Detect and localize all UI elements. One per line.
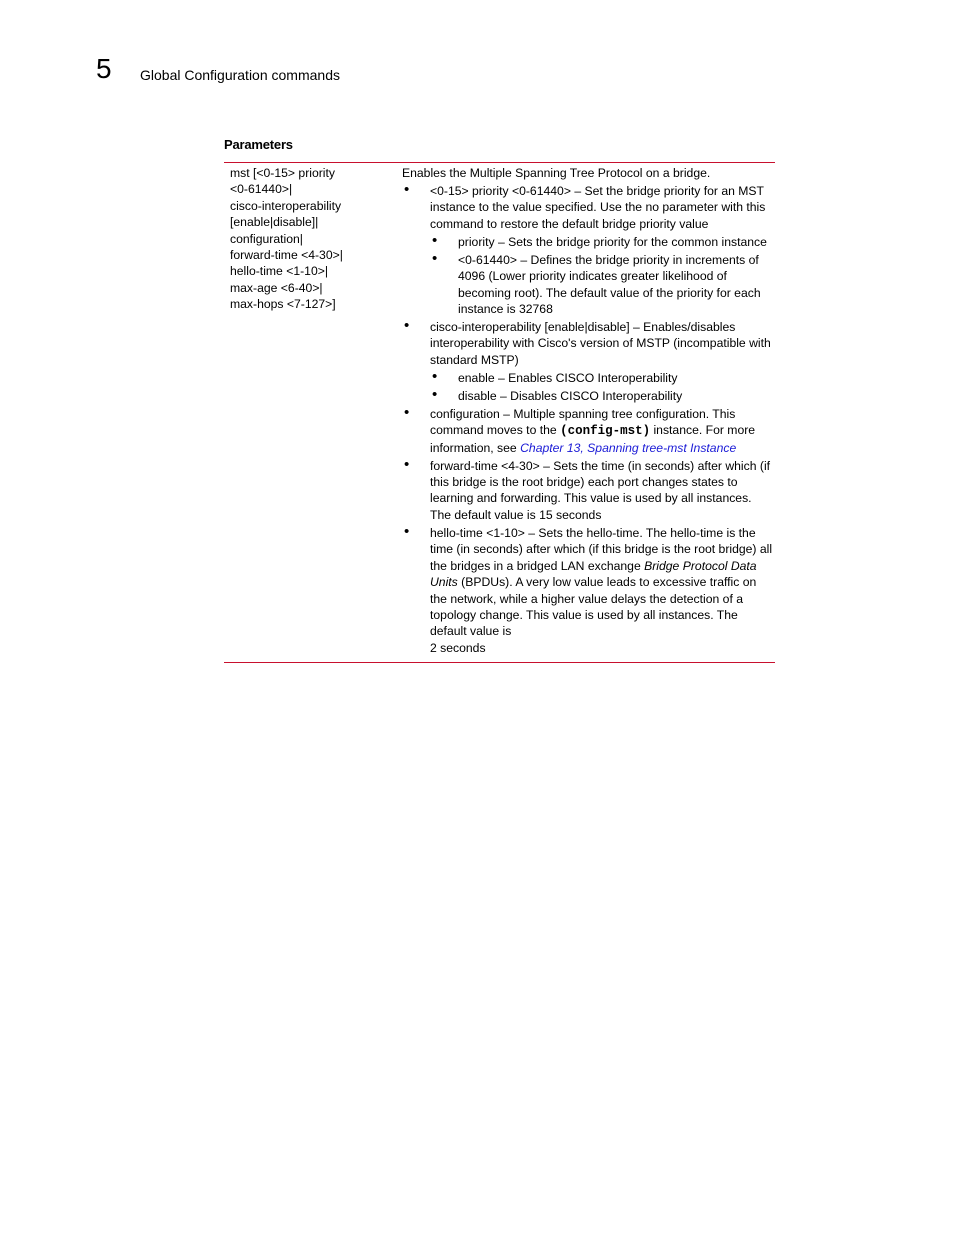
bullet-text: enable – Enables CISCO Interoperability [458, 370, 678, 385]
sub-bullet-list [430, 234, 775, 318]
list-item [402, 319, 775, 404]
list-item [402, 183, 775, 317]
syntax-line: hello-time <1-10>| [230, 264, 329, 279]
list-item [402, 406, 775, 456]
parameter-description [402, 165, 775, 656]
list-item [402, 458, 775, 524]
list-item [402, 525, 775, 656]
description-intro: Enables the Multiple Spanning Tree Protocol on a bridge. [402, 166, 711, 180]
chapter-title: Global Configuration commands [140, 67, 340, 83]
bullet-text: <0-15> priority <0-61440> – Set the bridge priority for an MST instance to the value specified. Use the no parameter with this command to restore the default bridge priority value [430, 184, 766, 231]
bullet-list [402, 183, 775, 656]
parameters-table [224, 162, 775, 663]
parameter-syntax [224, 165, 402, 656]
chapter-link[interactable]: Chapter 13, Spanning tree-mst Instance [520, 440, 737, 455]
italic-term: Bridge Protocol Data Units [430, 558, 757, 590]
bullet-text: instance. For more information, see [430, 423, 756, 455]
list-item [430, 370, 775, 386]
bullet-text: forward-time <4-30> – Sets the time (in seconds) after which (if this bridge is the root bridge) each port changes states to learning and forwarding. This value is used by all instances. The default value is 15 seconds [430, 458, 771, 522]
bullet-text: disable – Disables CISCO Interoperability [458, 388, 683, 403]
syntax-line: [enable|disable]| [230, 215, 319, 230]
syntax-line: configuration| [230, 231, 303, 246]
syntax-line: forward-time <4-30>| [230, 248, 343, 263]
syntax-line: max-age <6-40>| [230, 280, 323, 295]
code-text: (config-mst) [560, 424, 651, 439]
bullet-text: 2 seconds [430, 640, 486, 655]
list-item [430, 252, 775, 318]
syntax-line: <0-61440>| [230, 182, 293, 197]
syntax-line: cisco-interoperability [230, 198, 342, 213]
bullet-text: (BPDUs). A very low value leads to excessive traffic on the network, while a higher value delays the detection of a topology change. This value is used by all instances. The default value is [430, 575, 757, 639]
syntax-line: max-hops <7-127>] [230, 297, 336, 312]
chapter-number: 5 [96, 53, 112, 84]
sub-bullet-list [430, 370, 775, 404]
bullet-text: hello-time <1-10> – Sets the hello-time. The hello-time is the time (in seconds) after which (if this bridge is the root bridge) all the bridges in a bridged LAN exchange [430, 525, 773, 573]
syntax-line: mst [<0-15> priority [230, 166, 335, 180]
bullet-text: priority – Sets the bridge priority for the common instance [458, 234, 767, 249]
bullet-text: configuration – Multiple spanning tree configuration. This command moves to the [430, 406, 736, 438]
list-item [430, 388, 775, 404]
list-item [430, 234, 775, 250]
bullet-text: <0-61440> – Defines the bridge priority in increments of 4096 (Lower priority indicates greater likelihood of becoming root). The default value of the priority for each instance is 32768 [458, 252, 761, 317]
table-row [224, 163, 775, 662]
section-heading: Parameters [224, 137, 293, 152]
bullet-text: cisco-interoperability [enable|disable] – Enables/disables interoperability with Cisco's version of MSTP (incompatible with standard MSTP) [430, 320, 771, 367]
